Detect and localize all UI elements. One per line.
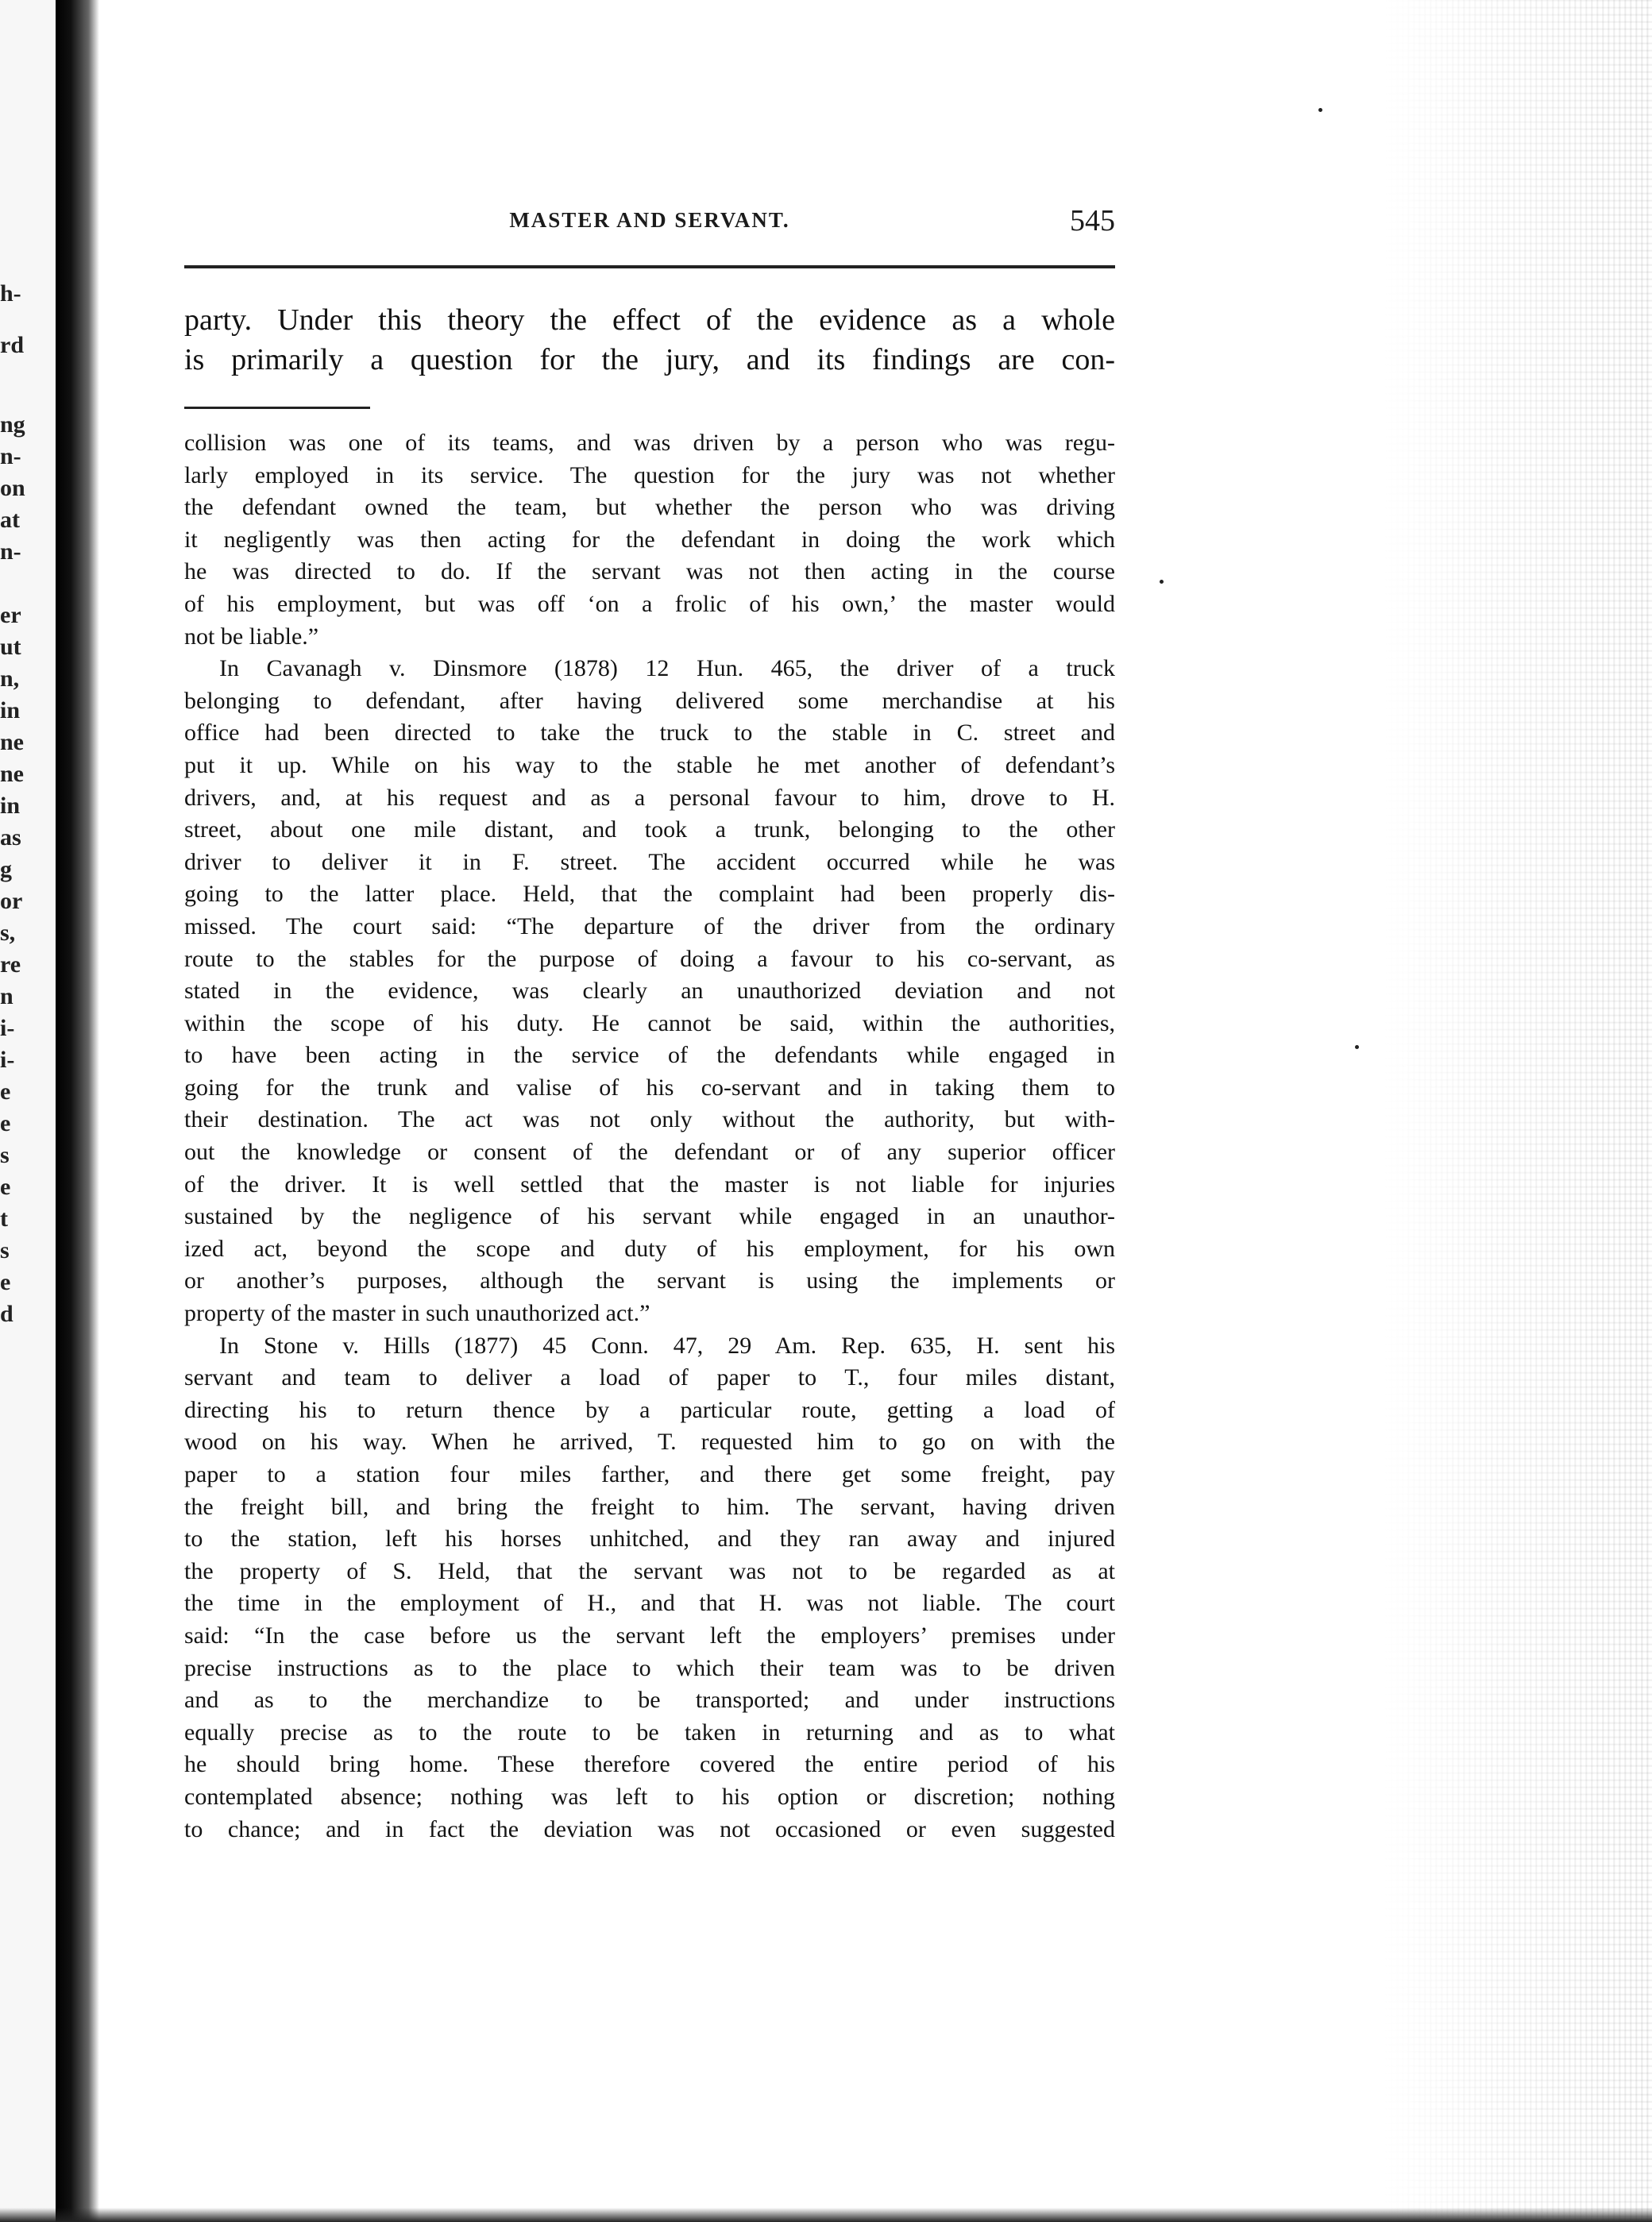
footnote-line: driver to deliver it in F. street. The accident occurred while he was bbox=[184, 848, 1115, 875]
footnote-line: of his employment, but was off ‘on a frolic of his own,’ the master would bbox=[184, 590, 1115, 617]
previous-page-fragment: e bbox=[0, 1269, 11, 1295]
footnote-line: precise instructions as to the place to which their team was to be driven bbox=[184, 1654, 1115, 1681]
footnote-line: sustained by the negligence of his servant while engaged in an unauthor- bbox=[184, 1203, 1115, 1230]
running-head bbox=[184, 204, 1115, 245]
footnote-line: the freight bill, and bring the freight to him. The servant, having driven bbox=[184, 1493, 1115, 1520]
footnote-line: of the driver. It is well settled that the master is not liable for injuries bbox=[184, 1171, 1115, 1198]
footnote-line: ized act, beyond the scope and duty of his employment, for his own bbox=[184, 1235, 1115, 1262]
footnote-line: route to the stables for the purpose of doing a favour to his co-servant, as bbox=[184, 945, 1115, 972]
main-text bbox=[184, 300, 1115, 380]
footnote-line: collision was one of its teams, and was driven by a person who was regu- bbox=[184, 430, 1115, 456]
previous-page-fragment: s, bbox=[0, 920, 16, 946]
footnote-line: to have been acting in the service of the defendants while engaged in bbox=[184, 1042, 1115, 1069]
previous-page-fragment: t bbox=[0, 1206, 8, 1232]
footnote-line: wood on his way. When he arrived, T. requested him to go on with the bbox=[184, 1429, 1115, 1456]
footnote-line: In Cavanagh v. Dinsmore (1878) 12 Hun. 465, the driver of a truck bbox=[219, 655, 1115, 682]
scan-speck bbox=[1355, 1045, 1359, 1049]
previous-page-fragment: n- bbox=[0, 443, 21, 469]
previous-page-fragment: ng bbox=[0, 411, 25, 438]
previous-page-fragment: rd bbox=[0, 332, 24, 358]
footnote-line: drivers, and, at his request and as a personal favour to him, drove to H. bbox=[184, 784, 1115, 811]
previous-page-fragment: ne bbox=[0, 761, 24, 787]
header-rule bbox=[184, 265, 1115, 268]
footnote-line: going to the latter place. Held, that the complaint had been properly dis- bbox=[184, 881, 1115, 908]
footnote-line: directing his to return thence by a particular route, getting a load of bbox=[184, 1396, 1115, 1423]
scan-bottom-edge bbox=[0, 2208, 1652, 2222]
footnote-line: the time in the employment of H., and that H. was not liable. The court bbox=[184, 1590, 1115, 1617]
footnote-line: missed. The court said: “The departure of the driver from the ordinary bbox=[184, 912, 1115, 939]
footnote-line: stated in the evidence, was clearly an unauthorized deviation and not bbox=[184, 978, 1115, 1005]
previous-page-fragment: i- bbox=[0, 1047, 15, 1073]
previous-page-fragment: s bbox=[0, 1237, 10, 1263]
main-text-line: is primarily a question for the jury, and its findings are con- bbox=[184, 343, 1115, 376]
scan-noise-right bbox=[1382, 0, 1652, 2222]
previous-page-edge bbox=[0, 0, 56, 2222]
footnote-line: the property of S. Held, that the servant was not to be regarded as at bbox=[184, 1557, 1115, 1584]
previous-page-fragment: in bbox=[0, 697, 21, 723]
footnote-line: going for the trunk and valise of his co-servant and in taking them to bbox=[184, 1074, 1115, 1101]
footnote-line: In Stone v. Hills (1877) 45 Conn. 47, 29 Am. Rep. 635, H. sent his bbox=[219, 1332, 1115, 1359]
running-title: MASTER AND SERVANT. bbox=[509, 208, 790, 232]
scan-speck bbox=[1160, 580, 1164, 584]
footnote-line: their destination. The act was not only without the authority, but with- bbox=[184, 1106, 1115, 1133]
footnote-line: servant and team to deliver a load of paper to T., four miles distant, bbox=[184, 1364, 1115, 1391]
footnote-line: to chance; and in fact the deviation was not occasioned or even suggested bbox=[184, 1815, 1115, 1842]
footnote-line: street, about one mile distant, and took a trunk, belonging to the other bbox=[184, 816, 1115, 843]
gutter-shadow bbox=[56, 0, 99, 2222]
previous-page-fragment: at bbox=[0, 507, 20, 533]
previous-page-fragment: ne bbox=[0, 729, 24, 755]
previous-page-fragment: n- bbox=[0, 538, 21, 565]
footnote-line: said: “In the case before us the servant left the employers’ premises under bbox=[184, 1622, 1115, 1649]
previous-page-fragment: in bbox=[0, 793, 21, 819]
previous-page-fragment: d bbox=[0, 1301, 14, 1327]
previous-page-fragment: as bbox=[0, 824, 21, 851]
footnote-line: belonging to defendant, after having delivered some merchandise at his bbox=[184, 687, 1115, 714]
footnote-line: equally precise as to the route to be taken in returning and as to what bbox=[184, 1719, 1115, 1746]
footnote-line: office had been directed to take the truck to the stable in C. street and bbox=[184, 719, 1115, 746]
previous-page-fragment: g bbox=[0, 856, 12, 882]
previous-page-fragment: e bbox=[0, 1174, 11, 1200]
previous-page-fragment: ut bbox=[0, 634, 21, 660]
footnote-line: out the knowledge or consent of the defendant or of any superior officer bbox=[184, 1139, 1115, 1166]
previous-page-fragment: or bbox=[0, 888, 23, 914]
previous-page-fragment: on bbox=[0, 475, 25, 501]
previous-page-fragment: n, bbox=[0, 665, 20, 692]
previous-page-fragment: s bbox=[0, 1142, 10, 1168]
footnote-line: larly employed in its service. The question for the jury was not whether bbox=[184, 461, 1115, 488]
scan-speck bbox=[1318, 108, 1322, 112]
footnote-line: property of the master in such unauthorized act.” bbox=[184, 1300, 650, 1327]
footnote-line: to the station, left his horses unhitched, and they ran away and injured bbox=[184, 1526, 1115, 1553]
footnote-line: not be liable.” bbox=[184, 623, 319, 650]
previous-page-fragment: i- bbox=[0, 1015, 15, 1041]
previous-page-fragment: n bbox=[0, 983, 14, 1009]
previous-page-fragment: h- bbox=[0, 280, 21, 307]
main-text-line: party. Under this theory the effect of the evidence as a whole bbox=[184, 303, 1115, 337]
footnote-line: put it up. While on his way to the stable he met another of defendant’s bbox=[184, 751, 1115, 778]
footnote-line: the defendant owned the team, but whether the person who was driving bbox=[184, 494, 1115, 521]
footnote-rule bbox=[184, 407, 370, 409]
previous-page-fragment: e bbox=[0, 1110, 11, 1136]
footnote-line: contemplated absence; nothing was left to his option or discretion; nothing bbox=[184, 1783, 1115, 1810]
footnote-line: and as to the merchandize to be transported; and under instructions bbox=[184, 1687, 1115, 1714]
footnote-line: he should bring home. These therefore covered the entire period of his bbox=[184, 1751, 1115, 1778]
previous-page-fragment: re bbox=[0, 951, 21, 978]
footnote-line: or another’s purposes, although the servant is using the implements or bbox=[184, 1267, 1115, 1294]
previous-page-fragment: e bbox=[0, 1078, 11, 1105]
footnote-line: he was directed to do. If the servant was not then acting in the course bbox=[184, 558, 1115, 585]
footnote bbox=[184, 427, 1115, 1846]
footnote-line: within the scope of his duty. He cannot be said, within the authorities, bbox=[184, 1009, 1115, 1036]
page-number: 545 bbox=[1070, 204, 1115, 237]
footnote-line: paper to a station four miles farther, and there get some freight, pay bbox=[184, 1461, 1115, 1487]
previous-page-fragment: er bbox=[0, 602, 21, 628]
footnote-line: it negligently was then acting for the defendant in doing the work which bbox=[184, 526, 1115, 553]
